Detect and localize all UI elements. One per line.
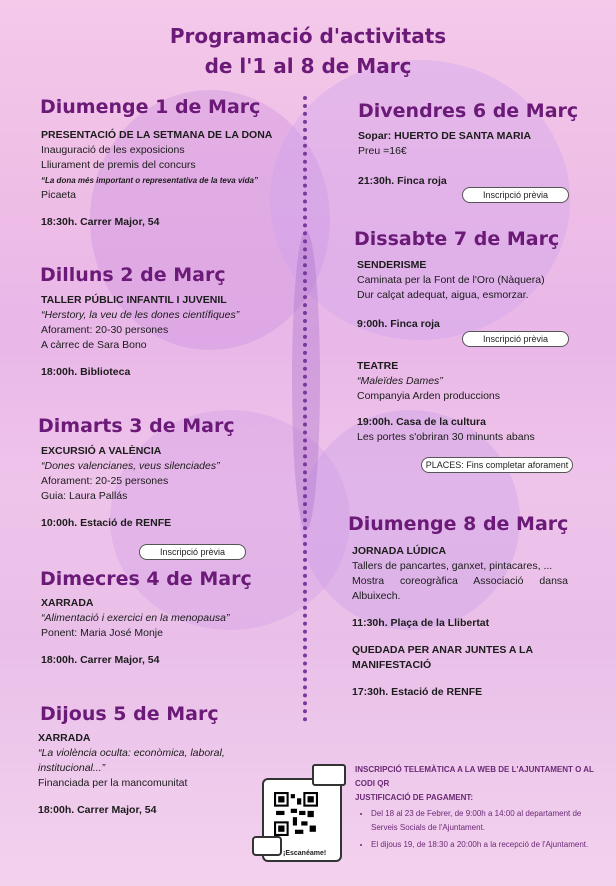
event-block — [41, 293, 296, 380]
event-title: TALLER PÚBLIC INFANTIL I JUVENIL — [41, 294, 227, 306]
event-block — [357, 359, 607, 445]
capacity-badge: PLACES: Fins completar aforament — [421, 457, 573, 473]
qr-code[interactable] — [274, 792, 318, 836]
event-time: 17:30h. Estació de RENFE — [352, 686, 483, 698]
event-line: Preu =16€ — [358, 145, 407, 157]
event-time: 18:00h. Carrer Major, 54 — [41, 654, 160, 666]
day-heading: Dissabte 7 de Març — [354, 228, 560, 250]
payment-list — [355, 807, 605, 852]
event-block — [41, 128, 296, 230]
registration-badge: Inscripció prèvia — [462, 187, 569, 203]
event-line: Caminata per la Font de l'Oro (Nàquera) — [357, 274, 545, 286]
event-line: “Alimentació i exercici en la menopausa” — [41, 612, 230, 624]
day-heading: Dijous 5 de Març — [40, 703, 219, 725]
page-subtitle: de l'1 al 8 de Març — [204, 54, 412, 78]
event-line: Inauguració de les exposicions — [41, 144, 185, 156]
event-title: TEATRE — [357, 360, 399, 372]
day-heading: Dimecres 4 de Març — [40, 568, 252, 590]
event-title: EXCURSIÓ A VALÈNCIA — [41, 445, 162, 457]
phone-icon — [312, 764, 346, 786]
registration-badge: Inscripció prèvia — [139, 544, 246, 560]
event-title: SENDERISME — [357, 259, 427, 271]
event-block — [358, 129, 608, 189]
event-line: Guia: Laura Pallás — [41, 490, 128, 502]
event-line: “La dona més important o representativa de la teva vida” — [41, 176, 258, 185]
event-block — [38, 731, 293, 818]
event-line: Ponent: Maria José Monje — [41, 627, 163, 639]
day-heading: Diumenge 1 de Març — [40, 96, 261, 118]
event-line: Companyia Arden produccions — [357, 390, 501, 402]
day-heading: Dilluns 2 de Març — [40, 264, 226, 286]
page-title: Programació d'activitats — [169, 24, 447, 48]
event-time: 19:00h. Casa de la cultura — [357, 416, 486, 428]
event-line: Lliurament de premis del concurs — [41, 159, 196, 171]
event-block — [41, 444, 296, 531]
column-divider — [303, 96, 307, 722]
event-title: Sopar: HUERTO DE SANTA MARIA — [358, 130, 532, 142]
event-time: 21:30h. Finca roja — [358, 175, 447, 187]
event-line: A càrrec de Sara Bono — [41, 339, 147, 351]
event-line: “Maleïdes Dames” — [357, 375, 443, 387]
registration-badge: Inscripció prèvia — [462, 331, 569, 347]
info-line: JUSTIFICACIÓ DE PAGAMENT: — [355, 793, 474, 802]
registration-info — [355, 763, 605, 855]
event-line: Tallers de pancartes, ganxet, pintacares, ... — [352, 560, 553, 572]
event-line: Dur calçat adequat, aigua, esmorzar. — [357, 289, 529, 301]
event-title: MANIFESTACIÓ — [352, 659, 432, 671]
qr-label: ¡Escanéame! — [283, 850, 327, 857]
day-heading: Diumenge 8 de Març — [348, 513, 569, 535]
hand-icon — [252, 836, 282, 856]
event-time: 9:00h. Finca roja — [357, 318, 440, 330]
event-block — [352, 544, 568, 700]
event-line: “Herstory, la veu de les dones científiques” — [41, 309, 240, 321]
event-line: “Dones valencianes, veus silenciades” — [41, 460, 220, 472]
event-line: Picaeta — [41, 189, 77, 201]
event-time: 10:00h. Estació de RENFE — [41, 517, 172, 529]
event-line: institucional...” — [38, 762, 106, 774]
event-time: 18:00h. Carrer Major, 54 — [38, 804, 157, 816]
event-line: “La violència oculta: econòmica, laboral, — [38, 747, 225, 759]
event-time: 11:30h. Plaça de la Llibertat — [352, 617, 490, 629]
list-item: • Del 18 al 23 de Febrer, de 9:00h a 14:00 al departament de Serveis Socials de l'Ajuntament. — [371, 807, 605, 835]
event-line: Les portes s'obriran 30 minunts abans — [357, 431, 535, 443]
event-line: Aforament: 20-25 persones — [41, 475, 169, 487]
event-block — [357, 258, 607, 332]
day-heading: Dimarts 3 de Març — [38, 415, 235, 437]
event-block — [41, 596, 296, 668]
event-title: XARRADA — [41, 597, 94, 609]
event-line: Financiada per la mancomunitat — [38, 777, 188, 789]
info-line: INSCRIPCIÓ TELEMÀTICA A LA WEB DE L'AJUNTAMENT O AL CODI QR — [355, 765, 594, 788]
event-title: QUEDADA PER ANAR JUNTES A LA — [352, 644, 534, 656]
event-line: Albuixech. — [352, 590, 401, 602]
event-title: JORNADA LÚDICA — [352, 545, 447, 557]
day-heading: Divendres 6 de Març — [358, 100, 579, 122]
event-time: 18:30h. Carrer Major, 54 — [41, 216, 160, 228]
event-line: Aforament: 20-30 persones — [41, 324, 169, 336]
event-time: 18:00h. Biblioteca — [41, 366, 131, 378]
event-line: Mostra coreogràfica Associació dansa — [352, 575, 568, 587]
event-title: PRESENTACIÓ DE LA SETMANA DE LA DONA — [41, 129, 273, 141]
event-title: XARRADA — [38, 732, 91, 744]
list-item: • El dijous 19, de 18:30 a 20:00h a la recepció de l'Ajuntament. — [371, 838, 605, 852]
